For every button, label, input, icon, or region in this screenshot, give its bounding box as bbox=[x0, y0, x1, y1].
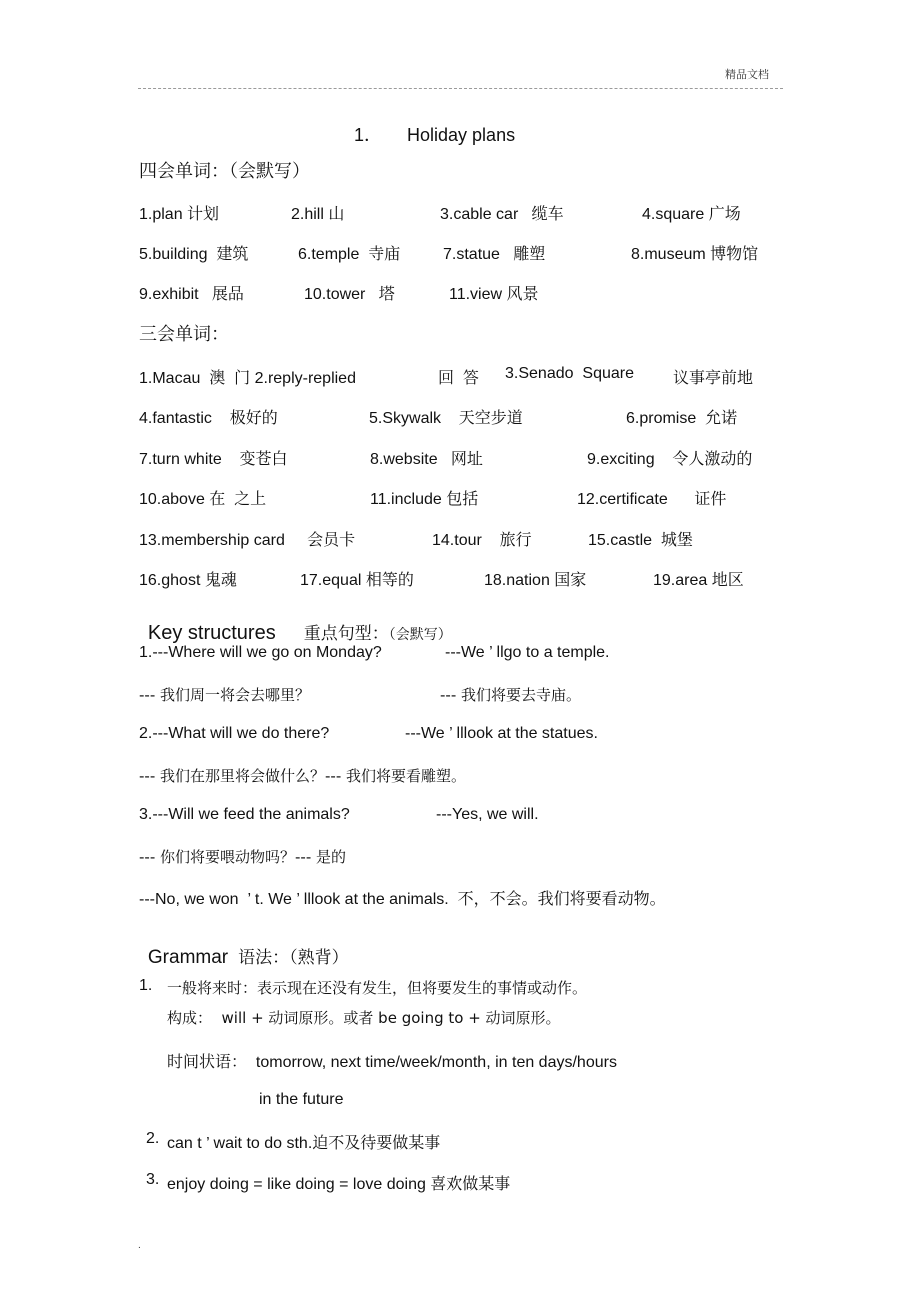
key-structures-heading-en: Key structures bbox=[147, 622, 276, 644]
vocab-item: 1.plan 计划 bbox=[139, 206, 220, 223]
vocab-item: 6.temple 寺庙 bbox=[298, 246, 401, 263]
grammar-heading-cn: 语法：（熟背） bbox=[238, 948, 349, 968]
vocab-item: 10.above 在 之上 bbox=[139, 491, 267, 508]
sentence-line: ---We ’ llgo to a temple. bbox=[445, 644, 610, 661]
header-rule bbox=[138, 88, 783, 89]
vocab-item: 15.castle 城堡 bbox=[588, 532, 693, 549]
grammar-item-number: 1. bbox=[139, 977, 153, 994]
vocab-item: 回 答 bbox=[438, 370, 479, 387]
sentence-line: 1.---Where will we go on Monday? bbox=[139, 644, 382, 661]
sentence-line: --- 我们在那里将会做什么？--- 我们将要看雕塑。 bbox=[139, 767, 467, 785]
vocab-item: 4.fantastic 极好的 bbox=[139, 410, 278, 427]
vocab-item: 8.website 网址 bbox=[370, 451, 483, 468]
sentence-line: 2.---What will we do there? bbox=[139, 725, 330, 742]
grammar-heading bbox=[139, 925, 349, 969]
grammar-adverbials: 时间状语： tomorrow, next time/week/month, in ten days/hours bbox=[167, 1054, 617, 1071]
section-heading-three-skill: 三会单词： bbox=[139, 324, 229, 345]
vocab-item: 议事亭前地 bbox=[673, 370, 754, 387]
vocab-item: 8.museum 博物馆 bbox=[631, 246, 759, 263]
vocab-item: 16.ghost 鬼魂 bbox=[139, 572, 237, 589]
vocab-item: 3.Senado Square bbox=[505, 365, 634, 382]
grammar-heading-en: Grammar bbox=[147, 947, 229, 968]
vocab-item: 3.cable car 缆车 bbox=[440, 206, 564, 223]
vocab-item: 6.promise 允诺 bbox=[626, 410, 738, 427]
vocab-item: 5.building 建筑 bbox=[139, 246, 249, 263]
vocab-item: 18.nation 国家 bbox=[484, 572, 587, 589]
vocab-item: 11.include 包括 bbox=[370, 491, 479, 508]
vocab-item: 4.square 广场 bbox=[642, 206, 741, 223]
footer-mark: . bbox=[138, 1240, 141, 1251]
key-structures-note: （会默写） bbox=[388, 627, 452, 643]
vocab-item: 10.tower 塔 bbox=[304, 286, 395, 303]
sentence-line: 3.---Will we feed the animals? bbox=[139, 806, 350, 823]
grammar-item-number: 3. bbox=[146, 1171, 160, 1188]
vocab-item: 9.exciting 令人激动的 bbox=[587, 451, 753, 468]
key-structures-heading bbox=[139, 601, 452, 645]
vocab-item: 5.Skywalk 天空步道 bbox=[369, 410, 523, 427]
grammar-adverbials-cont: in the future bbox=[259, 1091, 344, 1108]
sentence-line: --- 你们将要喂动物吗？--- 是的 bbox=[139, 848, 347, 866]
page-header-label: 精品文档 bbox=[725, 68, 769, 81]
vocab-item: 14.tour 旅行 bbox=[432, 532, 532, 549]
vocab-item: 7.turn white 变苍白 bbox=[139, 451, 288, 468]
grammar-form: 构成： will + 动词原形。或者 be going to + 动词原形。 bbox=[167, 1009, 561, 1027]
sentence-line: ---No, we won ’ t. We ’ lllook at the animals. 不，不会。我们将要看动物。 bbox=[139, 891, 666, 908]
vocab-item: 9.exhibit 展品 bbox=[139, 286, 244, 303]
grammar-item-text: can t ’ wait to do sth.迫不及待要做某事 bbox=[167, 1135, 441, 1152]
vocab-item: 7.statue 雕塑 bbox=[443, 246, 546, 263]
sentence-line: --- 我们周一将会去哪里？ bbox=[139, 686, 311, 704]
vocab-item: 19.area 地区 bbox=[653, 572, 744, 589]
vocab-item: 12.certificate 证件 bbox=[577, 491, 727, 508]
vocab-item: 1.Macau 澳 门 2.reply-replied bbox=[139, 370, 356, 387]
vocab-item: 2.hill 山 bbox=[291, 206, 345, 223]
vocab-item: 17.equal 相等的 bbox=[300, 572, 414, 589]
vocab-item: 11.view 风景 bbox=[449, 286, 539, 303]
sentence-line: ---We ’ lllook at the statues. bbox=[405, 725, 598, 742]
section-heading-four-skill: 四会单词：（会默写） bbox=[139, 161, 310, 182]
vocab-item: 13.membership card 会员卡 bbox=[139, 532, 356, 549]
grammar-item-number: 2. bbox=[146, 1130, 160, 1147]
page-title: 1． Holiday plans bbox=[354, 125, 516, 145]
grammar-item-text: enjoy doing = like doing = love doing 喜欢做某事 bbox=[167, 1176, 511, 1193]
sentence-line: --- 我们将要去寺庙。 bbox=[440, 686, 582, 704]
key-structures-heading-cn: 重点句型： bbox=[303, 624, 389, 644]
sentence-line: ---Yes, we will. bbox=[436, 806, 539, 823]
grammar-item-text: 一般将来时：表示现在还没有发生，但将要发生的事情或动作。 bbox=[167, 979, 588, 997]
